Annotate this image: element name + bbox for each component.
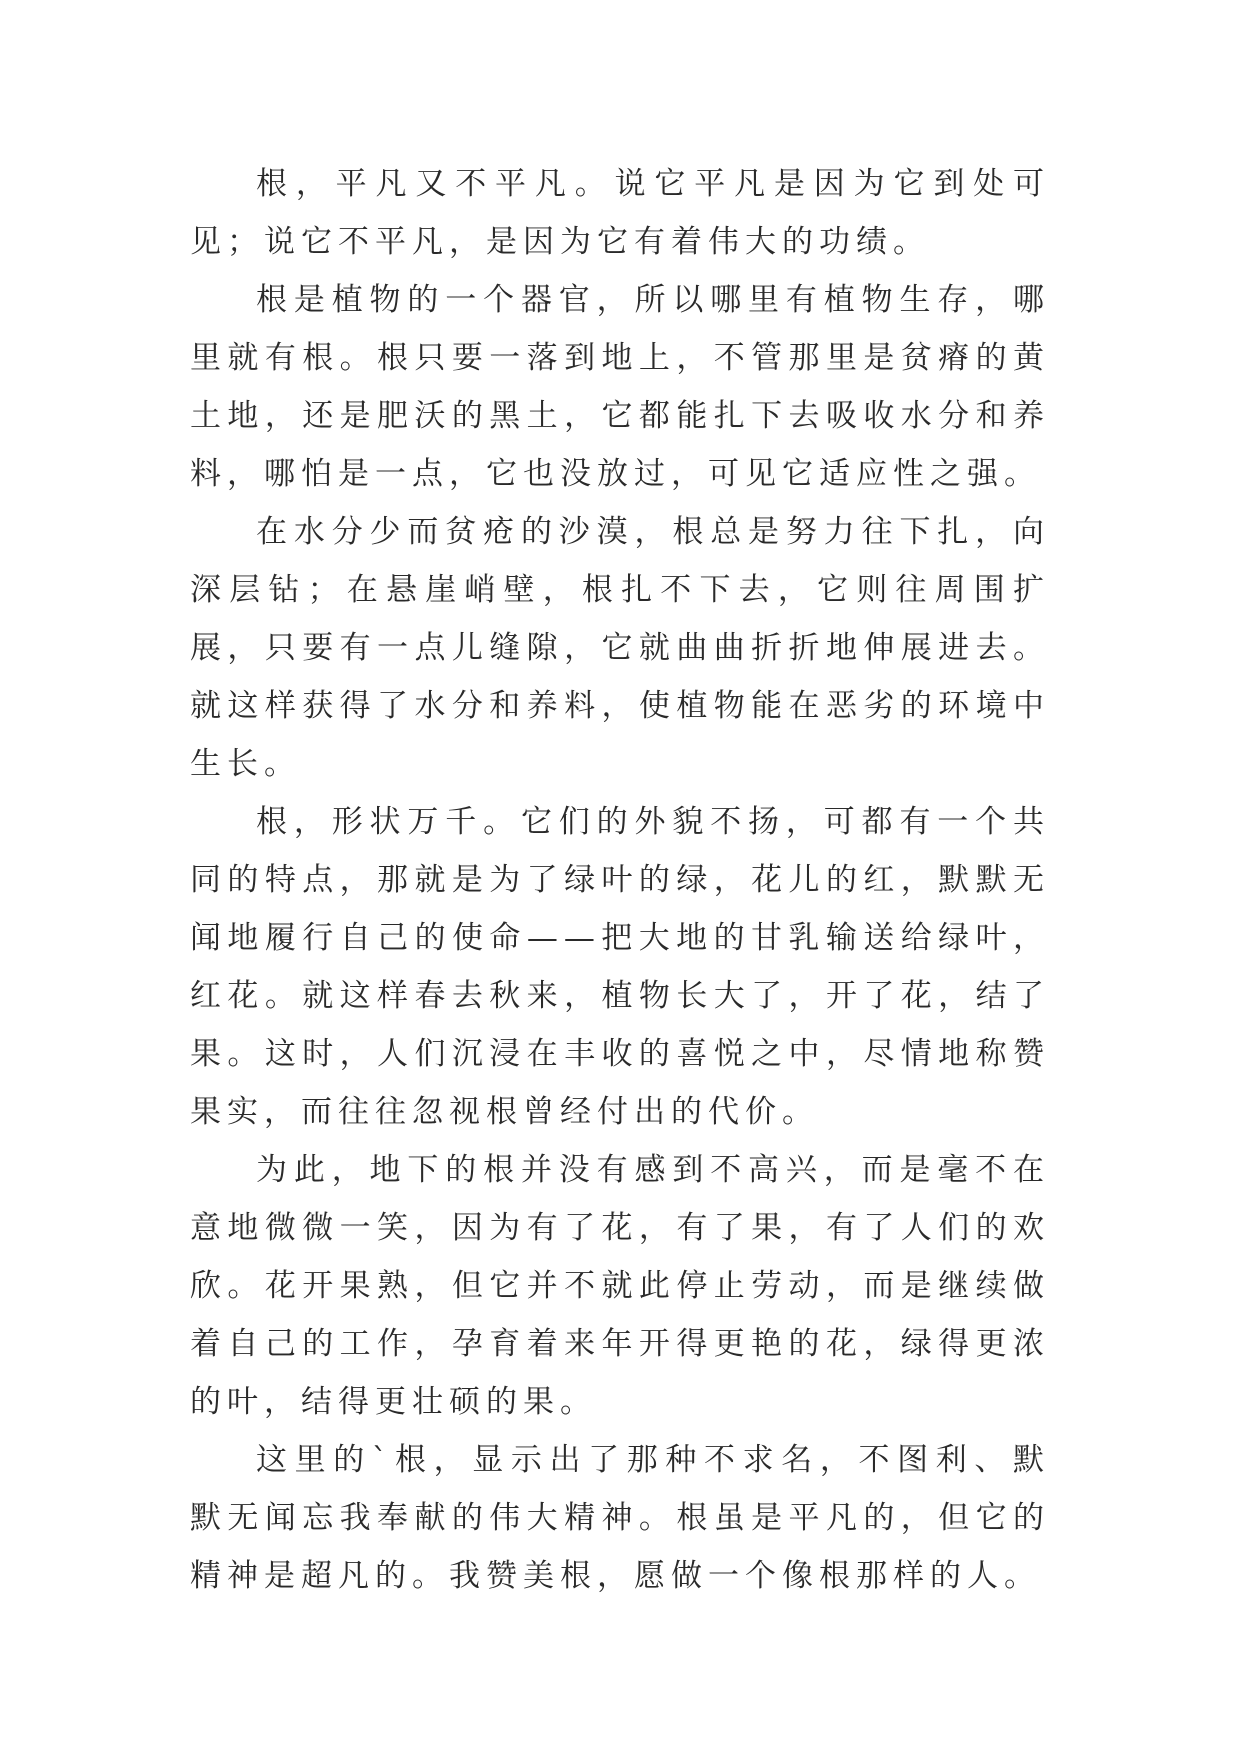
paragraph-2: 根是植物的一个器官，所以哪里有植物生存，哪里就有根。根只要一落到地上，不管那里是贫瘠的黄土地，还是肥沃的黑土，它都能扎下去吸收水分和养料，哪怕是一点，它也没放过，可见它适应性之强。 bbox=[190, 282, 1050, 492]
paragraph-4: 根，形状万千。它们的外貌不扬，可都有一个共同的特点，那就是为了绿叶的绿，花儿的红，默默无闻地履行自己的使命——把大地的甘乳输送给绿叶，红花。就这样春去秋来，植物长大了，开了花，结了果。这时，人们沉浸在丰收的喜悦之中，尽情地称赞果实，而往往忽视根曾经付出的代价。 bbox=[190, 804, 1050, 1130]
paragraph-5: 为此，地下的根并没有感到不高兴，而是毫不在意地微微一笑，因为有了花，有了果，有了人们的欢欣。花开果熟，但它并不就此停止劳动，而是继续做着自己的工作，孕育着来年开得更艳的花，绿得更浓的叶，结得更壮硕的果。 bbox=[190, 1152, 1050, 1420]
paragraph-6: 这里的`根，显示出了那种不求名，不图利、默默无闻忘我奉献的伟大精神。根虽是平凡的，但它的精神是超凡的。我赞美根，愿做一个像根那样的人。 bbox=[190, 1442, 1050, 1594]
paragraph-3: 在水分少而贫疮的沙漠，根总是努力往下扎，向深层钻；在悬崖峭壁，根扎不下去，它则往周围扩展，只要有一点儿缝隙，它就曲曲折折地伸展进去。就这样获得了水分和养料，使植物能在恶劣的环境中生长。 bbox=[190, 514, 1050, 782]
paragraph-1: 根，平凡又不平凡。说它平凡是因为它到处可见；说它不平凡，是因为它有着伟大的功绩。 bbox=[190, 166, 1050, 260]
document-body bbox=[190, 155, 1050, 1605]
